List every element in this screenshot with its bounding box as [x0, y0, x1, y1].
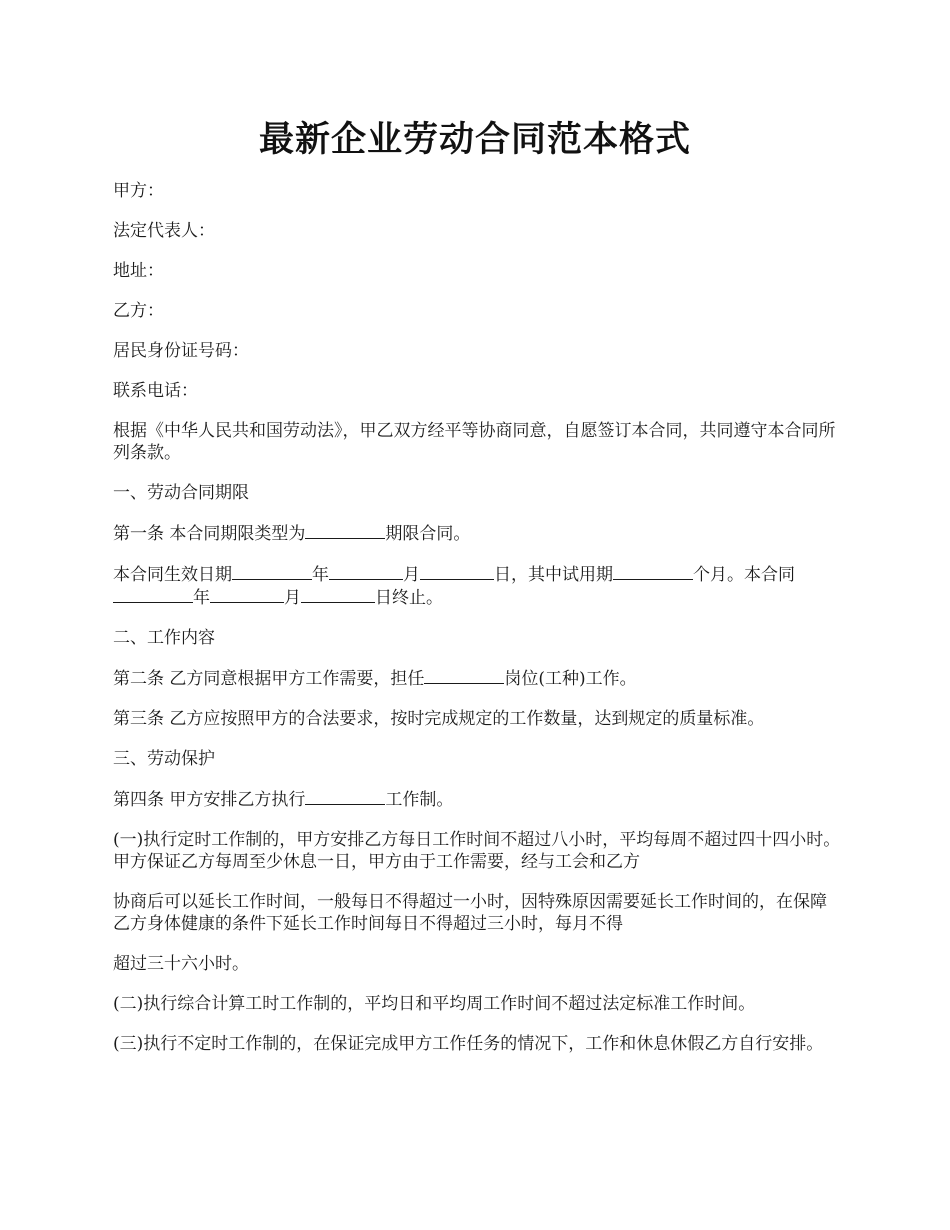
section-1-heading: 一、劳动合同期限 [113, 483, 249, 503]
article-4-text-a: 第四条 甲方安排乙方执行 [113, 790, 306, 810]
article-1-text-b: 期限合同。 [385, 524, 471, 544]
preamble-paragraph: 根据《中华人民共和国劳动法》，甲乙双方经平等协商同意，自愿签订本合同，共同遵守本合同所列条款。 [113, 421, 836, 463]
id-number-field: 居民身份证号码： [113, 341, 249, 361]
end-day-blank [301, 586, 375, 603]
work-system-blank [305, 788, 385, 805]
article-2-text-a: 第二条 乙方同意根据甲方工作需要，担任 [113, 669, 425, 689]
term-year-label: 年 [312, 565, 329, 585]
end-year-blank [113, 586, 193, 603]
start-year-blank [232, 563, 312, 580]
term-month2-label: 月 [284, 588, 301, 608]
party-a-field: 甲方： [113, 181, 164, 201]
term-day-trial-label: 日，其中试用期 [494, 565, 613, 585]
clause-1-part-2: 协商后可以延长工作时间，一般每日不得超过一小时，因特殊原因需要延长工作时间的，在保障乙方身体健康的条件下延长工作时间每日不得超过三小时，每月不得 [113, 892, 827, 934]
clause-1-part-1: (一)执行定时工作制的，甲方安排乙方每日工作时间不超过八小时，平均每周不超过四十四小时。甲方保证乙方每周至少休息一日，甲方由于工作需要，经与工会和乙方 [113, 830, 841, 872]
contract-type-blank [305, 522, 385, 539]
phone-field: 联系电话： [113, 381, 198, 401]
position-blank [424, 667, 504, 684]
clause-1-part-3: 超过三十六小时。 [113, 954, 249, 974]
start-day-blank [420, 563, 494, 580]
start-month-blank [329, 563, 403, 580]
address-field: 地址： [113, 261, 164, 281]
document-title: 最新企业劳动合同范本格式 [258, 119, 691, 160]
section-3-heading: 三、劳动保护 [113, 749, 215, 769]
term-text-a: 本合同生效日期 [113, 565, 232, 585]
article-2-text-b: 岗位(工种)工作。 [504, 669, 637, 689]
clause-2: (二)执行综合计算工时工作制的，平均日和平均周工作时间不超过法定标准工作时间。 [113, 994, 756, 1014]
term-month-label: 月 [403, 565, 420, 585]
section-2-heading: 二、工作内容 [113, 628, 215, 648]
clause-3: (三)执行不定时工作制的，在保证完成甲方工作任务的情况下，工作和休息休假乙方自行安排。 [113, 1034, 824, 1054]
term-end-label: 日终止。 [375, 588, 443, 608]
article-1 [113, 522, 841, 545]
document-body [113, 180, 841, 1073]
contract-term-paragraph [113, 563, 841, 609]
party-b-field: 乙方： [113, 301, 164, 321]
term-months-end-label: 个月。本合同 [693, 565, 795, 585]
term-year2-label: 年 [193, 588, 210, 608]
article-2 [113, 667, 841, 690]
legal-rep-field: 法定代表人： [113, 221, 215, 241]
end-month-blank [210, 586, 284, 603]
article-1-text-a: 第一条 本合同期限类型为 [113, 524, 306, 544]
article-4-text-b: 工作制。 [385, 790, 454, 810]
trial-months-blank [613, 563, 693, 580]
article-4 [113, 788, 841, 811]
article-3: 第三条 乙方应按照甲方的合法要求，按时完成规定的工作数量，达到规定的质量标准。 [113, 709, 765, 729]
